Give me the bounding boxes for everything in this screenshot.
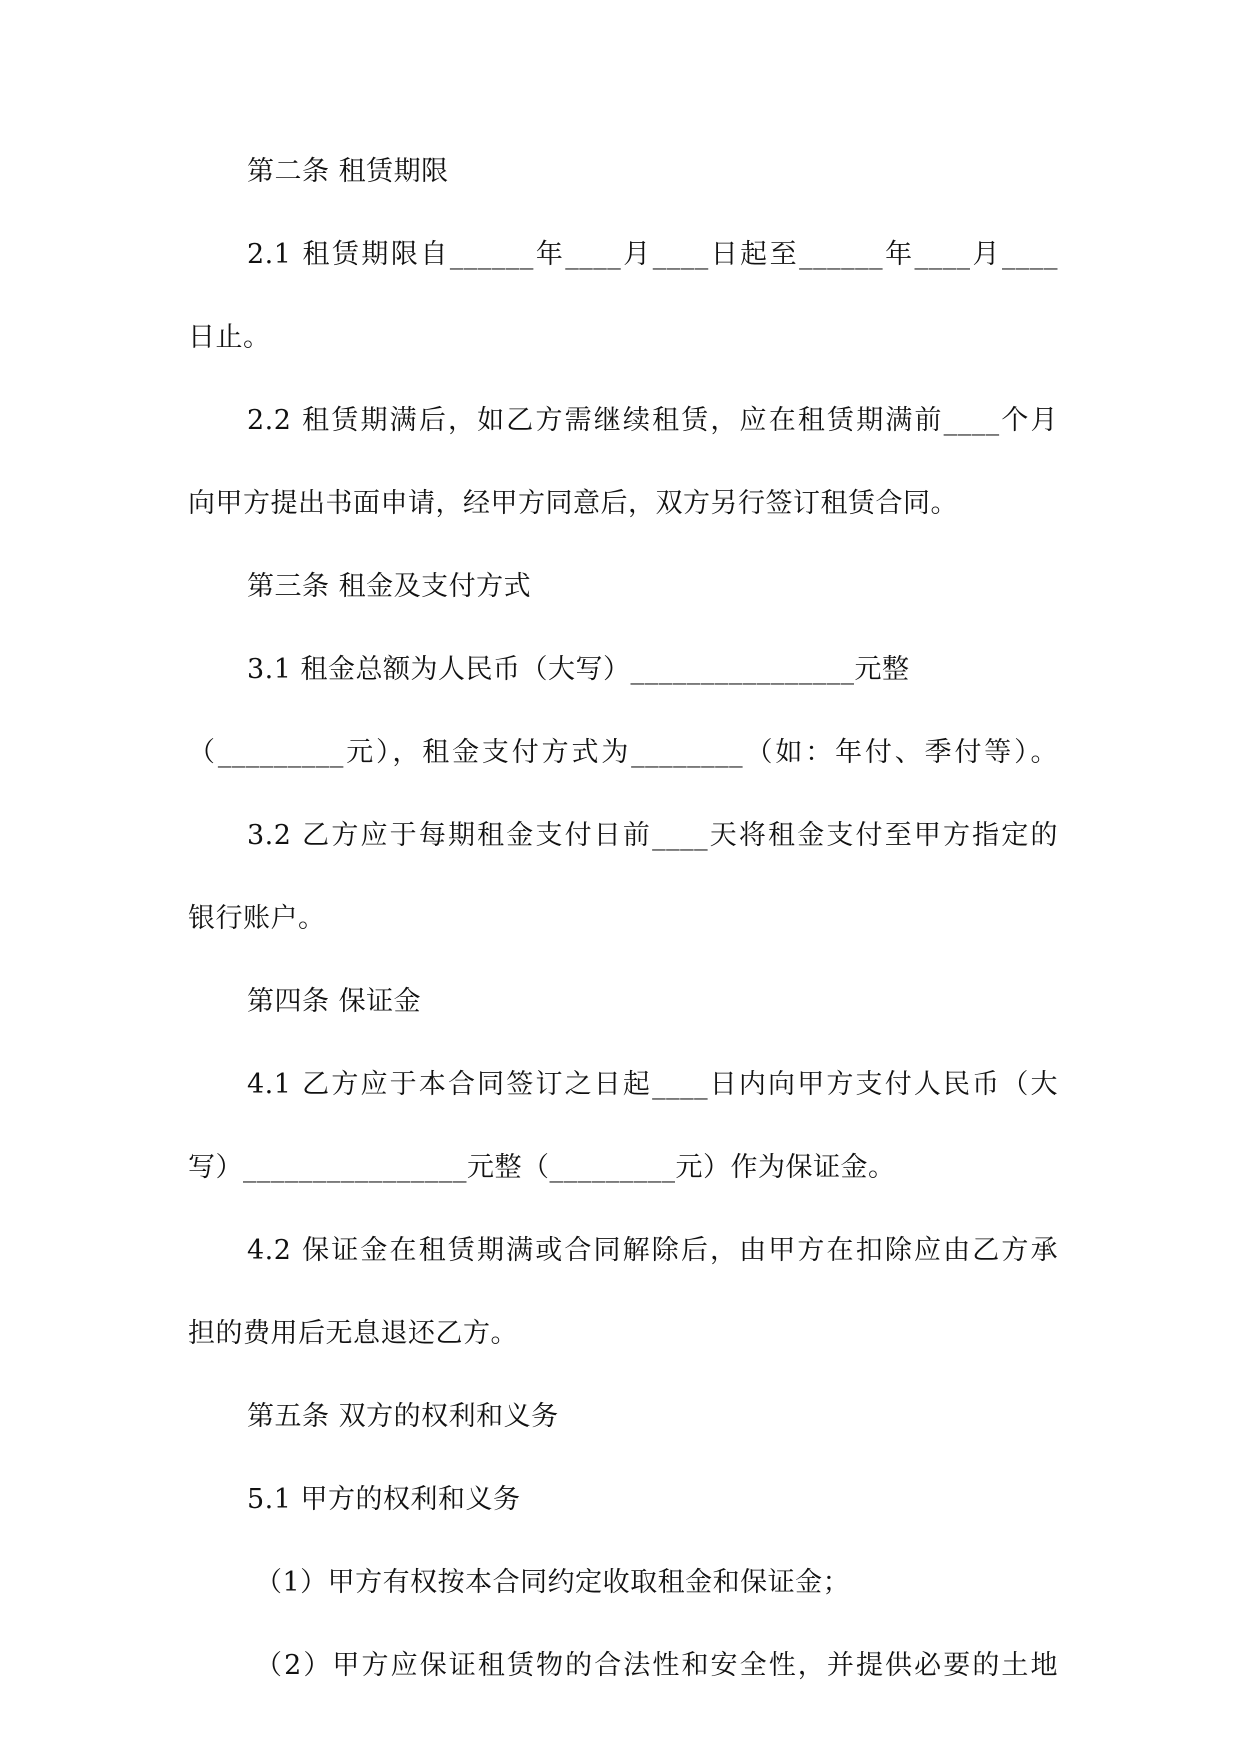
article-4-heading: 第四条 保证金	[247, 986, 422, 1017]
article-2-heading: 第二条 租赁期限	[247, 156, 449, 187]
clause-3-2-line-1: 3.2 乙方应于每期租金支付日前____天将租金支付至甲方指定的	[247, 820, 1058, 851]
clause-5-1-item-2: （2）甲方应保证租赁物的合法性和安全性，并提供必要的土地	[255, 1650, 1058, 1681]
clause-4-2-line-2: 担的费用后无息退还乙方。	[188, 1318, 518, 1349]
clause-4-2-line-1: 4.2 保证金在租赁期满或合同解除后，由甲方在扣除应由乙方承	[247, 1235, 1058, 1266]
clause-5-1-heading: 5.1 甲方的权利和义务	[247, 1484, 521, 1515]
clause-3-2-line-2: 银行账户。	[188, 903, 326, 934]
clause-3-1-line-1: 3.1 租金总额为人民币（大写）________________元整	[247, 654, 910, 685]
clause-2-2-line-1: 2.2 租赁期满后，如乙方需继续租赁，应在租赁期满前____个月	[247, 405, 1058, 436]
article-3-heading: 第三条 租金及支付方式	[247, 571, 532, 602]
clause-3-1-line-2: （_________元），租金支付方式为________（如：年付、季付等）。	[188, 737, 1058, 768]
clause-2-2-line-2: 向甲方提出书面申请，经甲方同意后，双方另行签订租赁合同。	[188, 488, 958, 519]
clause-2-1-line-2: 日止。	[188, 322, 271, 353]
clause-4-1-line-2: 写）________________元整（_________元）作为保证金。	[188, 1152, 896, 1183]
clause-4-1-line-1: 4.1 乙方应于本合同签订之日起____日内向甲方支付人民币（大	[247, 1069, 1058, 1100]
clause-2-1-line-1: 2.1 租赁期限自______年____月____日起至______年____月____	[247, 239, 1058, 270]
article-5-heading: 第五条 双方的权利和义务	[247, 1401, 559, 1432]
clause-5-1-item-1: （1）甲方有权按本合同约定收取租金和保证金；	[255, 1567, 851, 1598]
